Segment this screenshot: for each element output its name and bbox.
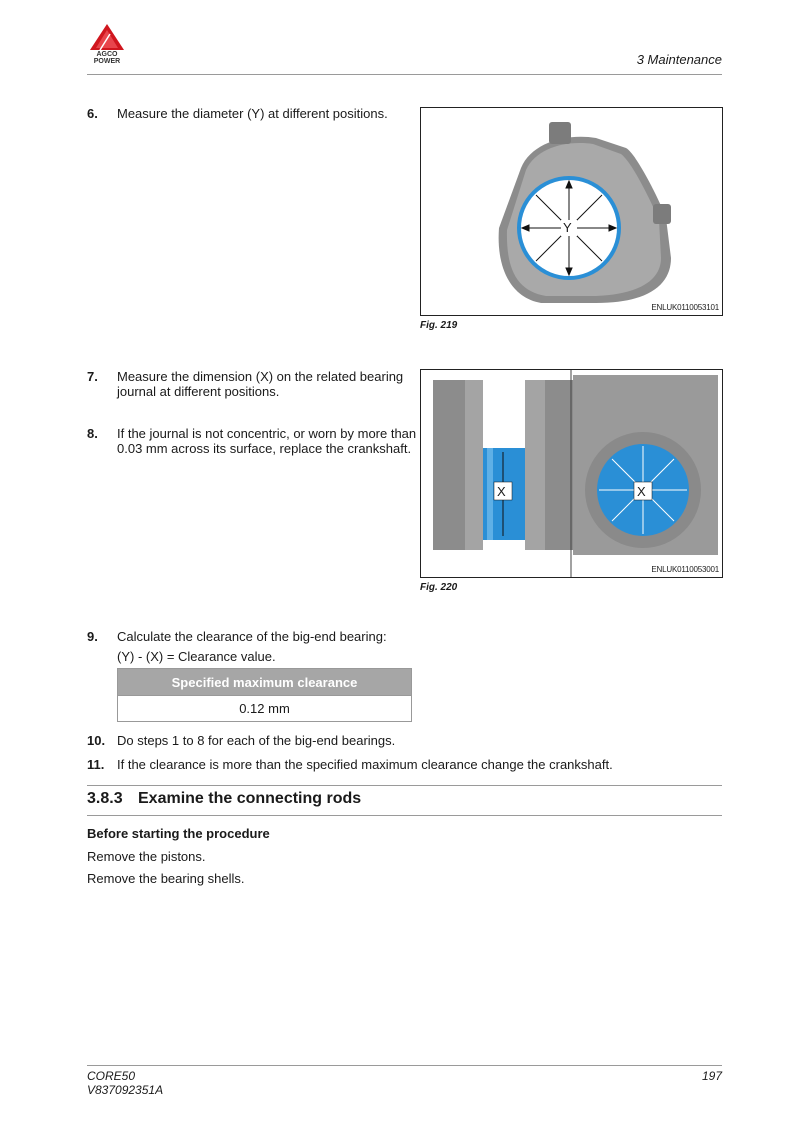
table-cell: 0.12 mm <box>118 696 412 722</box>
figure-caption: Fig. 219 <box>420 320 458 331</box>
table-header: Specified maximum clearance <box>118 669 412 696</box>
prerequisite-line: Remove the bearing shells. <box>87 871 245 886</box>
step-text: If the journal is not concentric, or worn by more than 0.03 mm across its surface, replace the crankshaft. <box>117 426 417 456</box>
figure-code: ENLUK0110053001 <box>651 565 719 574</box>
step-number: 10. <box>87 733 106 748</box>
step-text: Measure the diameter (Y) at different positions. <box>117 106 388 121</box>
prerequisite-line: Remove the pistons. <box>87 849 206 864</box>
section-number: 3.8.3 <box>87 790 123 807</box>
step-number: 11. <box>87 757 105 772</box>
footer-divider <box>87 1065 722 1066</box>
step-number: 6. <box>87 106 98 121</box>
step-text: Do steps 1 to 8 for each of the big-end bearings. <box>117 733 396 748</box>
agco-triangle-icon <box>88 24 126 52</box>
before-heading: Before starting the procedure <box>87 826 270 841</box>
connecting-rod-illustration <box>421 108 722 315</box>
step-text: Calculate the clearance of the big-end bearing: <box>117 629 387 644</box>
figure-code: ENLUK0110053101 <box>651 303 719 312</box>
dimension-label-x-side: X <box>497 484 506 499</box>
footer-model: CORE50 <box>87 1069 136 1083</box>
header-divider <box>87 74 722 75</box>
figure-219 <box>420 107 723 316</box>
figure-caption: Fig. 220 <box>420 582 458 593</box>
section-header: 3 Maintenance <box>636 52 722 67</box>
footer-doc-info <box>87 1069 163 1097</box>
section-divider <box>87 815 722 816</box>
figure-220 <box>420 369 723 578</box>
step-number: 9. <box>87 629 98 644</box>
dimension-label-x-end: X <box>637 484 646 499</box>
page-number: 197 <box>701 1069 722 1083</box>
step-number: 7. <box>87 369 98 384</box>
section-title: Examine the connecting rods <box>138 790 362 807</box>
step-text: Measure the dimension (X) on the related bearing journal at different positions. <box>117 369 404 399</box>
footer-doc-id: V837092351A <box>87 1083 164 1097</box>
logo-text: AGCO POWER <box>93 51 121 65</box>
dimension-label-y: Y <box>563 220 572 235</box>
section-divider <box>87 785 722 786</box>
crankshaft-journal-illustration <box>421 370 722 577</box>
clearance-formula: (Y) - (X) = Clearance value. <box>117 649 276 664</box>
step-text: If the clearance is more than the specified maximum clearance change the crankshaft. <box>117 757 613 772</box>
clearance-spec-table <box>117 668 412 722</box>
step-number: 8. <box>87 426 98 441</box>
